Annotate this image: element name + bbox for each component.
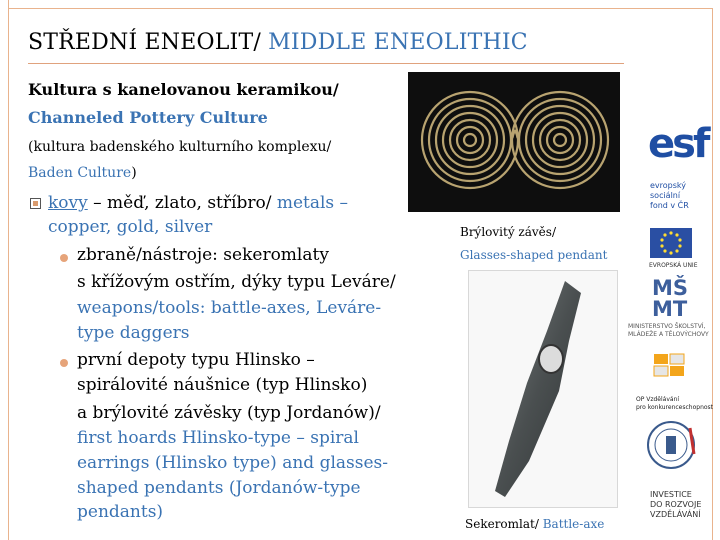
op-logo-icon [652, 352, 688, 378]
op-label: OP Vzdělávání pro konkurenceschopnost [636, 396, 714, 411]
battle-axe-image [468, 270, 618, 508]
caption-axe-en: Battle-axe [538, 517, 605, 531]
sub1-line1: zbraně/nástroje: sekeromlaty [77, 245, 329, 265]
sub2-line3: a brýlovité závěsky (typ Jordanów)/ [77, 403, 381, 423]
sub2-line7: pendants) [77, 502, 164, 522]
sub2-line1: první depoty typu Hlinsko – [77, 350, 315, 370]
sub-bullet-marker [60, 254, 68, 262]
term-kovy: kovy [48, 193, 88, 213]
invest-label: INVESTICE DO ROZVOJE VZDĚLÁVÁNÍ [650, 490, 702, 519]
sub2-line6: shaped pendants (Jordanów-type [77, 478, 361, 498]
sub1-line2: s křížovým ostřím, dýky typu Leváre/ [77, 272, 396, 292]
msmt-label: MINISTERSTVO ŠKOLSTVÍ, MLÁDEŽE A TĚLOVÝCHOVY [628, 323, 709, 338]
esf-logo [648, 113, 708, 217]
culture-en: Channeled Pottery Culture [28, 108, 268, 127]
title-underline [28, 63, 624, 64]
frame-right [712, 8, 713, 540]
bullet-metals-line1 [48, 193, 348, 213]
eu-label: EVROPSKÁ UNIE [649, 262, 698, 269]
esf-logo-big: esf [648, 121, 708, 167]
univ-seal [646, 420, 696, 470]
complex-cz: (kultura badenského kulturního komplexu/ [28, 139, 332, 155]
sub1-line3: weapons/tools: battle-axes, Leváre- [77, 298, 382, 318]
eu-logo [650, 228, 692, 258]
caption-axe-cz: Sekeromlat/ [465, 517, 539, 531]
sub2-line5: earrings (Hlinsko type) and glasses- [77, 453, 389, 473]
caption-axe [465, 517, 604, 531]
eu-stars-icon [650, 228, 692, 258]
op-logo [652, 352, 688, 378]
esf-logo-small: evropský sociální fond v ČR [650, 181, 689, 210]
sub2-line2: spirálovité náušnice (typ Hlinsko) [77, 375, 368, 395]
caption-pendant-en: Glasses-shaped pendant [460, 248, 608, 262]
msmt-logo: MŠ MT [652, 276, 689, 321]
metals-en-1: metals – [271, 193, 349, 213]
metals-cz: – měď, zlato, stříbro/ [87, 193, 272, 213]
slide-title [28, 30, 528, 55]
sub2-line4: first hoards Hlinsko-type – spiral [77, 428, 359, 448]
frame-left [8, 0, 9, 540]
sub1-line4: type daggers [77, 323, 190, 343]
title-en: MIDDLE ENEOLITHIC [260, 30, 528, 55]
university-seal-icon [646, 420, 696, 470]
caption-pendant-cz: Brýlovitý závěs/ [460, 225, 556, 239]
sub-bullet-marker [60, 359, 68, 367]
complex-line [28, 165, 137, 181]
complex-close: ) [131, 165, 137, 181]
complex-en: Baden Culture [28, 165, 132, 181]
frame-top [8, 8, 712, 9]
metals-en-2: copper, gold, silver [48, 217, 213, 237]
culture-cz: Kultura s kanelovanou keramikou/ [28, 80, 339, 99]
bullet-marker [30, 198, 41, 209]
glasses-pendant-image [408, 72, 620, 212]
title-cz: STŘEDNÍ ENEOLIT/ [28, 30, 261, 55]
